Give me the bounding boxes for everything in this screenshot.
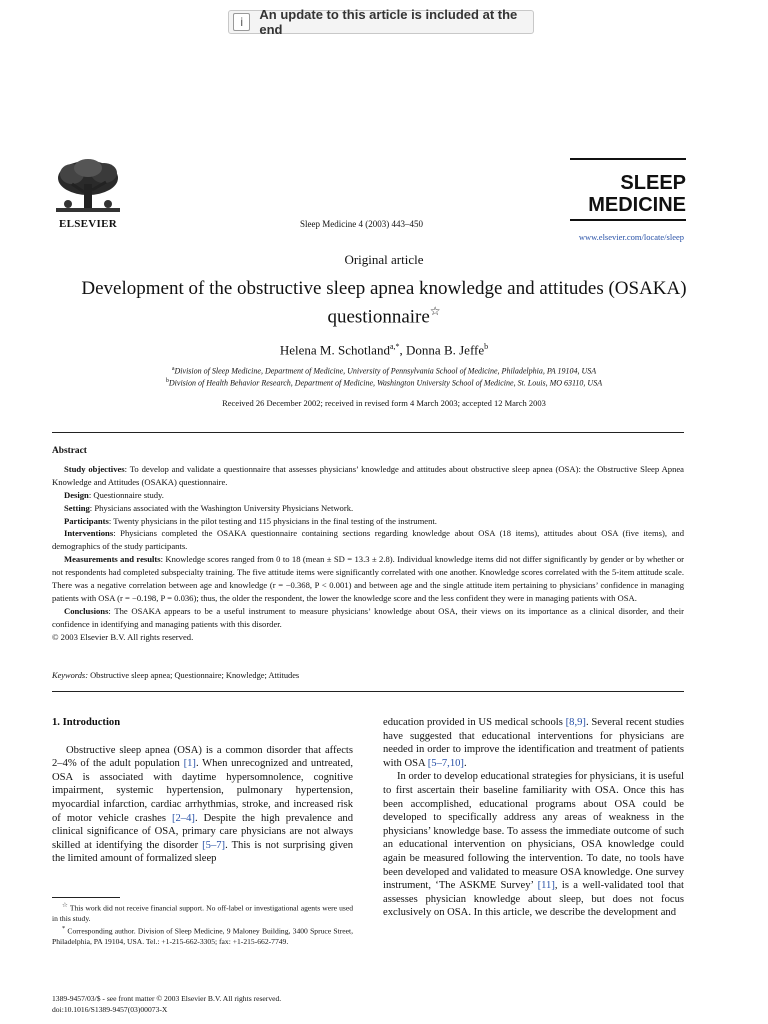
abstract-label: Interventions bbox=[64, 528, 114, 539]
abstract-paragraph bbox=[52, 553, 684, 605]
body-text: . bbox=[463, 757, 467, 769]
footnote bbox=[52, 924, 353, 947]
abstract-paragraph bbox=[52, 489, 684, 502]
abstract bbox=[52, 445, 684, 644]
affiliation-label: b bbox=[165, 378, 169, 384]
affiliation-text: Division of Sleep Medicine, Department of Medicine, University of Pennsylvania School of Medicine, Philadelphia, PA 19104, USA bbox=[174, 366, 597, 376]
body-paragraph bbox=[383, 716, 684, 770]
abstract-heading: Abstract bbox=[52, 446, 87, 456]
body-column-right bbox=[383, 716, 684, 920]
title-footnote-mark[interactable]: ☆ bbox=[429, 304, 441, 318]
keywords bbox=[52, 671, 684, 680]
article-type: Original article bbox=[344, 252, 424, 267]
abstract-copyright: © 2003 Elsevier B.V. All rights reserved. bbox=[52, 631, 194, 642]
affiliation-a bbox=[0, 366, 768, 376]
body-text: education provided in US medical schools bbox=[383, 717, 566, 728]
elsevier-logo bbox=[50, 158, 126, 230]
footnote-text: This work did not receive financial support. No off-label or investigational agents were used in this study. bbox=[52, 903, 353, 923]
abstract-text: : Questionnaire study. bbox=[88, 489, 164, 500]
article-title bbox=[80, 278, 688, 328]
divider bbox=[52, 691, 684, 692]
abstract-text: : To develop and validate a questionnaire that assesses physicians’ knowledge and attitudes about obstructive sleep apnea (OSA): the Obstructive Sleep Apnea Knowledge and Attitudes (OSAKA) questionnaire. bbox=[52, 463, 684, 487]
footnote-mark: ☆ bbox=[62, 902, 68, 909]
body-text: In order to develop educational strategies for physicians, it is useful to first ascertain their baseline familiarity with OSA. Once this has been accomplished, educational programs about OSA could be developed to specifically address any areas of weakness in the physicians’ knowledge base. To assess the immediate outcome of such an educational intervention on physicians, OSA knowledge could again be measured following the intervention. To date, no tools have been developed and validated to measure OSA knowledge. One survey instrument, ‘The ASKME Survey’ bbox=[383, 771, 684, 892]
elsevier-tree-icon bbox=[50, 158, 126, 220]
received-dates: Received 26 December 2002; received in revised form 4 March 2003; accepted 12 March 2003 bbox=[222, 398, 546, 408]
journal-url-link[interactable]: www.elsevier.com/locate/sleep bbox=[578, 232, 684, 242]
footnotes bbox=[52, 901, 353, 948]
divider bbox=[52, 432, 684, 433]
abstract-paragraph bbox=[52, 515, 684, 528]
journal-logo-line2: MEDICINE bbox=[588, 194, 686, 216]
body-text: . Despite the high prevalence and clinical significance of OSA, primary care physicians are not always skilled at identifying the disorder bbox=[52, 812, 353, 851]
update-banner[interactable] bbox=[228, 7, 534, 37]
affiliation-text: Division of Health Behavior Research, Department of Medicine, Washington University School of Medicine, St. Louis, MO 63110, USA bbox=[168, 378, 603, 388]
keywords-label: Keywords: bbox=[52, 671, 88, 680]
journal-logo bbox=[570, 158, 686, 221]
abstract-label: Design bbox=[64, 489, 89, 500]
info-icon: i bbox=[233, 13, 250, 31]
issn-line: 1389-9457/03/$ - see front matter © 2003 Elsevier B.V. All rights reserved. bbox=[52, 994, 282, 1003]
abstract-paragraph bbox=[52, 527, 684, 553]
footnote bbox=[52, 901, 353, 924]
abstract-label: Setting bbox=[64, 502, 90, 513]
author-name[interactable]: Donna B. Jeffe bbox=[406, 342, 485, 358]
abstract-paragraph bbox=[52, 502, 684, 515]
author-name[interactable]: Helena M. Schotland bbox=[279, 342, 390, 358]
abstract-text: : The OSAKA appears to be a useful instrument to measure physicians’ knowledge about OSA, their views on its importance as a clinical disorder, and their confidence in identifying and managing patients with this disorder. bbox=[52, 605, 684, 629]
abstract-text: : Knowledge scores ranged from 0 to 18 (mean ± SD = 13.3 ± 2.8). Individual knowledge items did not differ significantly by gender or by whether or not respondents had completed subspecialty training. The five attitude items were significantly correlated with one another. Knowledge scores correlated with the 5-item attitude scale. There was a negative correlation between age and knowledge (r = −0.368, P < 0.001) and between age and the single attitude item pertaining to physicians’ confidence in managing patients with OSA (r = −0.198, P = 0.036); thus, the older the respondent, the lower the knowledge score and the less confident they were in managing patients with OSA. bbox=[52, 554, 684, 603]
affiliation-b bbox=[0, 378, 768, 388]
update-banner-text: An update to this article is included at the end bbox=[259, 7, 518, 37]
journal-logo-bar bbox=[570, 219, 686, 221]
citation-link[interactable]: [2–4] bbox=[171, 812, 195, 824]
body-text: , is a well-validated tool that assesses physician knowledge about sleep, but does not focus exclusively on OSA. In this article, we describe the development and bbox=[383, 880, 684, 919]
section-heading: 1. Introduction bbox=[52, 717, 121, 728]
article-title-text: Development of the obstructive sleep apnea knowledge and attitudes (OSAKA) questionnaire bbox=[81, 278, 687, 328]
footnote-text: Corresponding author. Division of Sleep Medicine, 9 Maloney Building, 3400 Spruce Street, Philadelphia, PA 19104, USA. Tel.: +1-215-662-3305; fax: +1-215-662-7749. bbox=[52, 926, 353, 947]
body-paragraph bbox=[52, 744, 353, 866]
body-text: . When unrecognized and untreated, OSA is associated with daytime hypersomnolence, cognitive impairment, systemic hypertension, pulmonary hypertension, myocardial infarction, cardiac arrhythmias, stroke, and increased risk of motor vehicle crashes bbox=[52, 758, 353, 824]
publication-info bbox=[52, 994, 392, 1016]
abstract-text: : Twenty physicians in the pilot testing and 115 physicians in the final testing of the instrument. bbox=[108, 515, 437, 526]
journal-logo-line1: SLEEP bbox=[620, 172, 686, 194]
body-text: Obstructive sleep apnea (OSA) is a common disorder that affects 2–4% of the adult population bbox=[52, 744, 353, 770]
abstract-label: Participants bbox=[64, 515, 109, 526]
author-affil-sup: a,* bbox=[389, 342, 400, 351]
abstract-paragraph bbox=[52, 463, 684, 489]
abstract-label: Measurements and results bbox=[64, 554, 161, 565]
author-list bbox=[0, 342, 768, 358]
footnote-divider bbox=[52, 897, 120, 898]
citation-link[interactable]: [11] bbox=[537, 880, 555, 892]
body-column-left bbox=[52, 716, 353, 866]
author-affil-sup: b bbox=[484, 342, 489, 351]
citation-link[interactable]: [1] bbox=[183, 758, 196, 770]
body-paragraph bbox=[383, 770, 684, 920]
footnote-mark: * bbox=[62, 925, 66, 933]
abstract-text: : Physicians associated with the Washington University Physicians Network. bbox=[89, 502, 354, 513]
citation-link[interactable]: [8,9] bbox=[565, 717, 586, 728]
abstract-paragraph bbox=[52, 605, 684, 631]
elsevier-wordmark: ELSEVIER bbox=[58, 218, 118, 230]
body-text: . Several recent studies have suggested that educational interventions for physicians are needed in order to improve the identification and treatment of patients with OSA bbox=[383, 717, 684, 769]
body-text: . This is not surprising given the limited amount of formalized sleep bbox=[52, 839, 353, 865]
citation-link[interactable]: [5–7] bbox=[202, 839, 226, 851]
journal-citation: Sleep Medicine 4 (2003) 443–450 bbox=[300, 219, 423, 229]
citation-link[interactable]: [5–7,10] bbox=[427, 757, 464, 769]
keywords-text: Obstructive sleep apnea; Questionnaire; Knowledge; Attitudes bbox=[87, 671, 300, 680]
author-separator: , bbox=[399, 342, 407, 358]
abstract-label: Conclusions bbox=[64, 605, 109, 616]
abstract-text: : Physicians completed the OSAKA questionnaire containing sections regarding knowledge about OSA (18 items), attitudes about OSA (five items), and demographics of the study participants. bbox=[52, 528, 684, 552]
affiliation-label: a bbox=[171, 366, 175, 372]
abstract-label: Study objectives bbox=[64, 463, 125, 474]
doi-line[interactable]: doi:10.1016/S1389-9457(03)00073-X bbox=[52, 1004, 168, 1014]
